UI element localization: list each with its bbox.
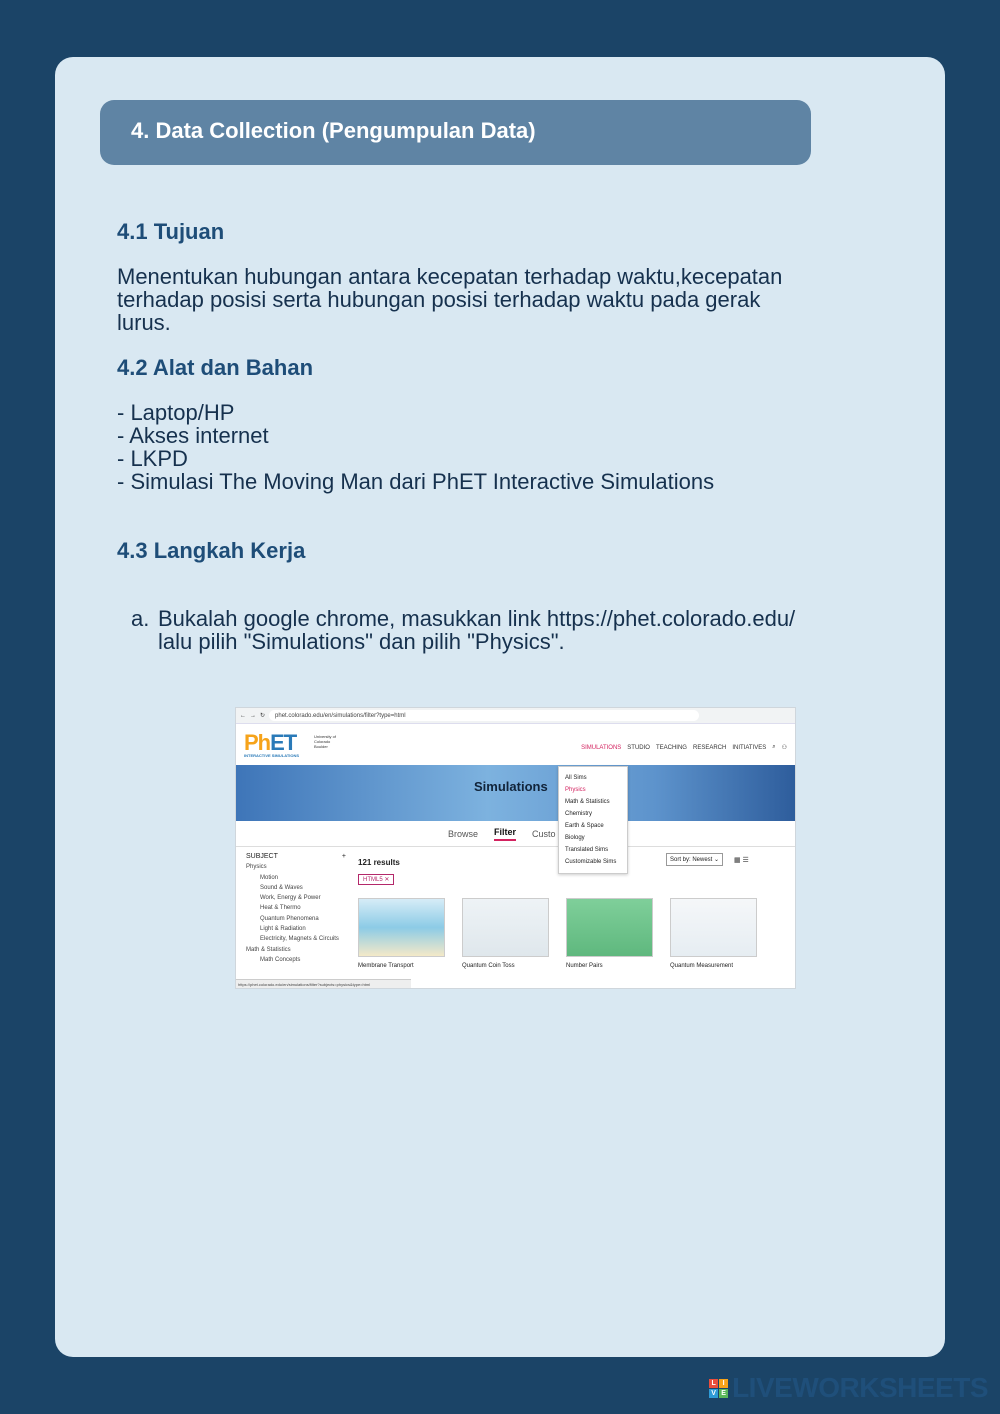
sim-name: Quantum Measurement — [670, 963, 734, 969]
sim-cards — [358, 898, 757, 969]
dropdown-item-physics: Physics — [565, 787, 586, 793]
subject-item: Work, Energy & Power — [260, 895, 321, 902]
step-line: lalu pilih "Simulations" dan pilih "Physics". — [158, 629, 565, 654]
subject-item: Math & Statistics — [246, 946, 291, 953]
alat-heading: 4.2 Alat dan Bahan — [117, 355, 314, 380]
dropdown-item: All Sims — [565, 775, 587, 781]
sim-thumbnail — [566, 898, 653, 957]
dropdown-item: Math & Statistics — [565, 799, 610, 805]
menu-studio: STUDIO — [627, 744, 650, 751]
sim-card — [566, 898, 653, 969]
liveworksheets-word: LIVEWORKSHEETS — [732, 1372, 988, 1403]
menu-simulations: SIMULATIONS — [581, 744, 622, 751]
sim-name: Quantum Coin Toss — [462, 963, 515, 969]
tujuan-heading: 4.1 Tujuan — [117, 219, 225, 244]
subject-label: SUBJECT — [246, 853, 278, 860]
subject-item: Light & Radiation — [260, 926, 306, 933]
search-icon: ⌕ — [772, 744, 776, 750]
results-count: 121 results — [358, 858, 400, 867]
sim-thumbnail — [358, 898, 445, 957]
phet-logo: PhET — [244, 730, 297, 755]
phet-menu — [581, 744, 787, 751]
alat-item: - LKPD — [117, 446, 188, 471]
phet-screenshot — [235, 707, 796, 989]
subject-item: Electricity, Magnets & Circuits — [260, 936, 339, 943]
sim-card — [462, 898, 549, 969]
html5-chip: HTML5 ✕ — [358, 874, 394, 885]
simulations-dropdown — [558, 766, 628, 874]
menu-teaching: TEACHING — [655, 744, 687, 751]
sim-card — [358, 898, 445, 969]
alat-list — [117, 401, 714, 493]
phet-logo-sub: INTERACTIVE SIMULATIONS — [244, 753, 300, 758]
browser-address-bar — [236, 708, 795, 724]
menu-research: RESEARCH — [692, 744, 727, 751]
subject-item: Quantum Phenomena — [260, 915, 319, 922]
alat-item: - Laptop/HP — [117, 400, 235, 425]
subject-item: Math Concepts — [260, 956, 301, 963]
alat-item: - Akses internet — [117, 423, 269, 448]
section-title: 4. Data Collection (Pengumpulan Data) — [100, 100, 811, 165]
sim-thumbnail — [462, 898, 549, 957]
university-logo: University of Colorado Boulder — [314, 734, 337, 749]
dropdown-item: Earth & Space — [565, 823, 604, 829]
liveworksheets-logo — [709, 1372, 988, 1404]
back-icon: ← — [240, 712, 246, 719]
tab-browse: Browse — [448, 828, 479, 839]
subject-filter — [246, 852, 346, 965]
step-a — [131, 607, 911, 653]
reload-icon: ↻ — [260, 713, 266, 719]
sim-name: Number Pairs — [566, 963, 603, 969]
filter-tabs — [236, 821, 795, 847]
subject-item: Motion — [260, 874, 279, 881]
liveworksheets-grid-icon: L I V E — [709, 1379, 728, 1398]
menu-initiatives: INITIATIVES — [732, 744, 767, 751]
simulations-banner — [236, 765, 795, 821]
step-label: a. — [131, 606, 150, 631]
sort-select: Sort by: Newest ⌄ — [666, 853, 723, 866]
tujuan-line: terhadap posisi serta hubungan posisi terhadap waktu pada gerak — [117, 287, 761, 312]
banner-title: Simulations — [474, 779, 548, 794]
forward-icon: → — [250, 712, 256, 719]
status-bar: https://phet.colorado.edu/en/simulations/filter?subjects=physics&type=html — [236, 979, 411, 988]
dropdown-item: Customizable Sims — [565, 859, 617, 865]
subject-item: Physics — [246, 864, 267, 871]
sim-name: Membrane Transport — [358, 963, 414, 969]
dropdown-item: Biology — [565, 835, 585, 841]
subject-item: Sound & Waves — [260, 884, 303, 891]
phet-nav — [236, 724, 795, 765]
sim-thumbnail — [670, 898, 757, 957]
tujuan-text — [117, 265, 782, 334]
url-field: phet.colorado.edu/en/simulations/filter?type=html — [269, 710, 699, 721]
dropdown-item: Chemistry — [565, 811, 593, 817]
langkah-heading: 4.3 Langkah Kerja — [117, 538, 306, 563]
user-icon: ⚇ — [781, 745, 787, 751]
tab-filter: Filter — [494, 827, 516, 841]
tab-custom: Custo — [532, 828, 556, 839]
step-line: Bukalah google chrome, masukkan link https://phet.colorado.edu/ — [158, 606, 796, 631]
worksheet-card — [55, 57, 945, 1357]
alat-item: - Simulasi The Moving Man dari PhET Interactive Simulations — [117, 469, 715, 494]
view-toggle-icon: ▦ ☰ — [734, 857, 749, 864]
tujuan-line: lurus. — [117, 310, 171, 335]
sim-card — [670, 898, 757, 969]
dropdown-item: Translated Sims — [565, 847, 609, 853]
tujuan-line: Menentukan hubungan antara kecepatan terhadap waktu,kecepatan — [117, 264, 783, 289]
plus-icon: + — [341, 853, 346, 860]
subject-item: Heat & Thermo — [260, 905, 301, 912]
